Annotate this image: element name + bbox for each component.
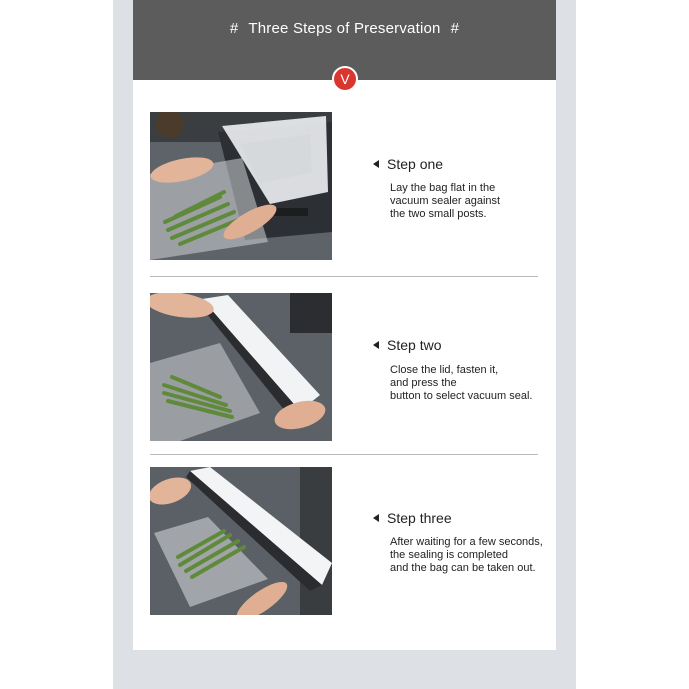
triangle-left-icon <box>373 160 379 168</box>
step-three-title-text: Step three <box>387 510 452 526</box>
triangle-left-icon <box>373 514 379 522</box>
step-one-title <box>373 156 443 172</box>
step-one-title-text: Step one <box>387 156 444 172</box>
triangle-left-icon <box>373 341 379 349</box>
step-two-photo <box>150 293 332 441</box>
step-two-title <box>373 337 441 353</box>
step-two-title-text: Step two <box>387 337 442 353</box>
divider-1 <box>150 276 538 277</box>
title-text: Three Steps of Preservation <box>248 20 441 37</box>
step-two-description: Close the lid, fasten it, and press the button to select vacuum seal. <box>390 364 533 402</box>
step-three-photo <box>150 467 332 615</box>
page-title <box>133 20 556 37</box>
step-one-description: Lay the bag flat in the vacuum sealer against the two small posts. <box>390 182 501 220</box>
v-badge: V <box>332 66 358 92</box>
hash-right: # <box>450 20 460 37</box>
step-one-photo <box>150 112 332 260</box>
divider-2 <box>150 454 538 455</box>
step-three-title <box>373 510 452 526</box>
step-three-description: After waiting for a few seconds, the sealing is completed and the bag can be taken out. <box>390 536 543 574</box>
hash-left: # <box>229 20 239 37</box>
